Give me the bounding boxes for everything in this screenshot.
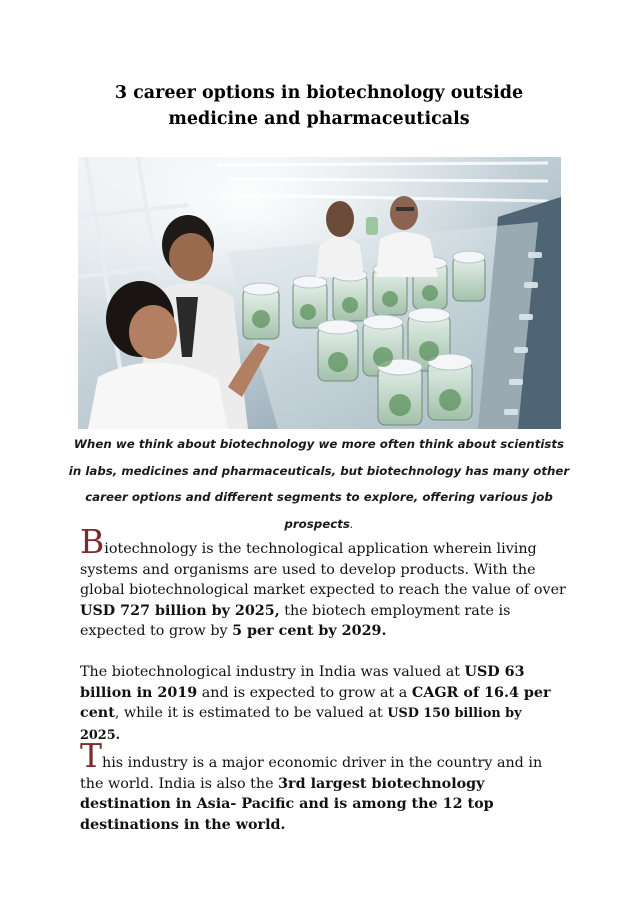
p2-text-2: and is expected to grow at a bbox=[197, 684, 412, 701]
paragraph-2 bbox=[80, 662, 566, 746]
p3-bold-1: 3rd largest biotechnology destination in Asia- Pacific and is among the 12 top destinations in the world. bbox=[80, 775, 494, 833]
p1-text-2: the biotech employment rate is expected to grow by bbox=[80, 602, 511, 639]
p2-bold-1: USD 63 billion in 2019 bbox=[80, 664, 525, 701]
p2-text-3: , while it is estimated to be valued at bbox=[114, 705, 388, 721]
lab-photo bbox=[78, 157, 561, 429]
dropcap-b: B bbox=[80, 522, 105, 561]
p3-text-1: his industry is a major economic driver in the country and in the world. India is also the bbox=[80, 755, 543, 792]
article-title bbox=[80, 80, 558, 132]
p1-bold-1: USD 727 billion by 2025, bbox=[80, 602, 280, 619]
p1-bold-2: 5 per cent by 2029. bbox=[232, 623, 387, 639]
p2-bold-2: CAGR of 16.4 per cent bbox=[80, 684, 551, 721]
dropcap-t: T bbox=[80, 736, 103, 775]
caption-end: . bbox=[349, 516, 354, 531]
photo-caption bbox=[66, 431, 572, 537]
p1-text-1: iotechnology is the technological application wherein living systems and organisms are used to develop products. With the global biotechnological market expected to reach the value of over bbox=[80, 541, 566, 598]
paragraph-1 bbox=[80, 522, 566, 642]
caption-text: When we think about biotechnology we more often think about scientists in labs, medicines and pharmaceuticals, but biotechnology has many other career options and different segments to explore, offering various job prospects bbox=[68, 437, 570, 531]
p2-text-1: The biotechnological industry in India was valued at bbox=[80, 664, 465, 680]
title-line-1: 3 career options in biotechnology outside bbox=[114, 83, 524, 103]
title-line-2: medicine and pharmaceuticals bbox=[168, 109, 470, 129]
paragraph-3 bbox=[80, 736, 566, 835]
p2-bold-3: USD 150 billion by 2025. bbox=[80, 706, 522, 743]
